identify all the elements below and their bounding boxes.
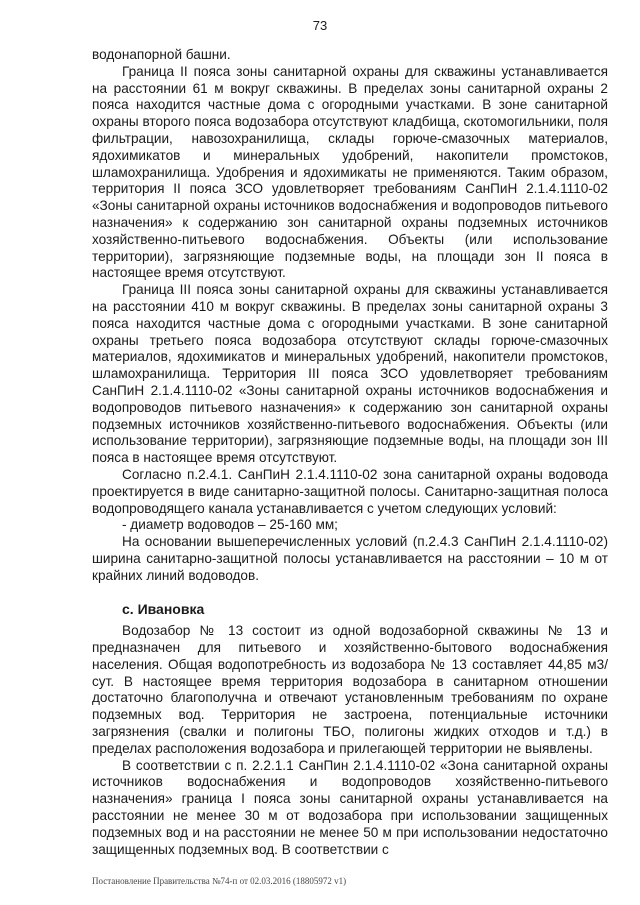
paragraph: Водозабор № 13 состоит из одной водозаборной скважины № 13 и предназначен для питьевого и хозяйственно-бытового водоснабжения населения. Общая водопотребность из водозабора № 13 составляет 44,85 м3/сут. В настоящее время территория водозабора в санитарном отношении достаточно благополучна и отвечают установленным требованиям по охране подземных вод. Территория не застроена, потенциальные источники загрязнения (свалки и полигоны ТБО, полигоны жидких отходов и т.д.) в пределах расположения водозабора и прилегающей территории не выявлены. [92, 623, 608, 756]
document-body [92, 47, 608, 858]
list-item: - диаметр водоводов – 25-160 мм; [122, 517, 338, 533]
page-number: 73 [312, 18, 328, 33]
paragraph: водонапорной башни. [92, 47, 231, 62]
paragraph: Граница III пояса зоны санитарной охраны для скважины устанавливается на расстоянии 410 м вокруг скважины. В пределах зоны санитарной охраны 3 пояса находится частные дома с огородными участками. В зоне санитарной охраны третьего пояса водозабора отсутствуют склады горюче-смазочных материалов, ядохимикатов и минеральных удобрений, накопители промстоков, шламохранилища. Территория III пояса ЗСО удовлетворяет требованиям СанПиН 2.1.4.1110-02 «Зоны санитарной охраны источников водоснабжения и водопроводов питьевого назначения» к содержанию зон санитарной охраны подземных источников хозяйственно-питьевого водоснабжения. Объекты (или использование территории), загрязняющие подземные воды, на площади зон III пояса в настоящее время отсутствуют. [92, 282, 608, 466]
paragraph: Согласно п.2.4.1. СанПиН 2.1.4.1110-02 зона санитарной охраны водовода проектируется в виде санитарно-защитной полосы. Санитарно-защитная полоса водопроводящего канала устанавливается с учетом следующих условий: [92, 466, 608, 516]
section-heading: с. Ивановка [122, 600, 205, 617]
paragraph: Граница II пояса зоны санитарной охраны для скважины устанавливается на расстоянии 61 м вокруг скважины. В пределах зоны санитарной охраны 2 пояса находится частные дома с огородными участками. В зоне санитарной охраны второго пояса водозабора отсутствуют кладбища, скотомогильники, поля фильтрации, навозохранилища, склады горюче-смазочных материалов, ядохимикатов и минеральных удобрений, накопители промстоков, шламохранилища. Удобрения и ядохимикаты не применяются. Таким образом, территория II пояса ЗСО удовлетворяет требованиям СанПиН 2.1.4.1110-02 «Зоны санитарной охраны источников водоснабжения и водопроводов питьевого назначения» к содержанию зон санитарной охраны подземных источников хозяйственно-питьевого водоснабжения. Объекты (или использование территории), загрязняющие подземные воды, на площади зон II пояса в настоящее время отсутствуют. [92, 63, 608, 281]
footer-citation: Постановление Правительства №74-п от 02.03.2016 (18805972 v1) [92, 876, 347, 886]
paragraph: В соответствии с п. 2.2.1.1 СанПин 2.1.4.1110-02 «Зона санитарной охраны источников водоснабжения и водопроводов хозяйственно-питьевого назначения» граница I пояса зоны санитарной охраны устанавливается на расстоянии не менее 30 м от водозабора при использовании защищенных подземных вод и на расстоянии не менее 50 м при использовании недостаточно защищенных подземных вод. В соответствии с [92, 757, 608, 857]
paragraph: На основании вышеперечисленных условий (п.2.4.3 СанПиН 2.1.4.1110-02) ширина санитарно-защитной полосы устанавливается на расстоянии – 10 м от крайних линий водоводов. [92, 534, 608, 583]
